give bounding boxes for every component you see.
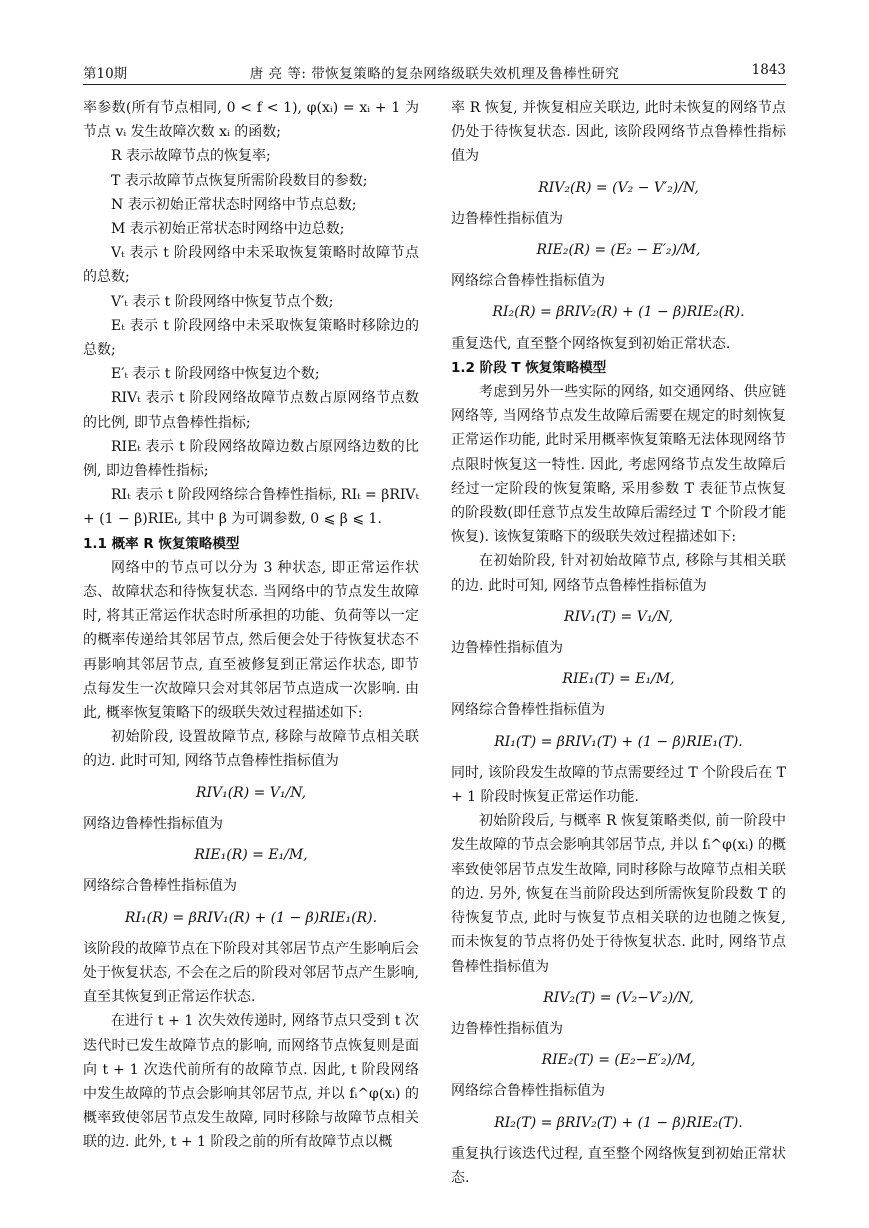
paragraph: 网络综合鲁棒性指标值为 [451, 702, 605, 719]
paragraph: 网络边鲁棒性指标值为 [83, 815, 223, 832]
paragraph: RIVₜ 表示 t 阶段网络故障节点数占原网络节点数的比例, 即节点鲁棒性指标; [83, 390, 419, 431]
paragraph: T 表示故障节点恢复所需阶段数目的参数; [111, 172, 368, 189]
paragraph: R 表示故障节点的恢复率; [111, 148, 271, 165]
equation: RIE₁(T) = E₁/M, [562, 671, 675, 688]
paragraph: Eₜ 表示 t 阶段网络中未采取恢复策略时移除边的总数; [83, 317, 419, 359]
equation: RIV₂(R) = (V₂ − V′₂)/N, [538, 179, 699, 196]
left-column [83, 96, 419, 1155]
section-heading: 1.1 概率 R 恢复策略模型 [83, 535, 240, 552]
running-header [83, 52, 786, 85]
paragraph: 率 R 恢复, 并恢复相应关联边, 此时未恢复的网络节点仍处于待恢复状态. 因此, 该阶段网络节点鲁棒性指标值为 [451, 100, 786, 165]
paragraph: 网络综合鲁棒性指标值为 [83, 878, 237, 895]
equation: RIE₂(T) = (E₂−E′₂)/M, [541, 1052, 696, 1069]
issue-number: 第10期 [83, 66, 128, 82]
paragraph: 该阶段的故障节点在下阶段对其邻居节点产生影响后会处于恢复状态, 不会在之后的阶段对邻居节点产生影响, 直至其恢复到正常运作状态. [83, 940, 419, 1006]
paragraph: 率参数(所有节点相同, 0 < f < 1), φ(xᵢ) = xᵢ + 1 为节点 vᵢ 发生故障次数 xᵢ 的函数; [83, 100, 419, 141]
paragraph: 边鲁棒性指标值为 [451, 1020, 563, 1037]
running-title: 唐 亮 等: 带恢复策略的复杂网络级联失效机理及鲁棒性研究 [249, 66, 620, 82]
paragraph: V′ₜ 表示 t 阶段网络中恢复节点个数; [111, 293, 334, 310]
paragraph: RIₜ 表示 t 阶段网络综合鲁棒性指标, RIₜ = βRIVₜ + (1 − β)RIEₜ, 其中 β 为可调参数, 0 ⩽ β ⩽ 1. [83, 487, 419, 528]
paragraph: Vₜ 表示 t 阶段网络中未采取恢复策略时故障节点的总数; [83, 245, 419, 286]
paragraph: 初始阶段后, 与概率 R 恢复策略类似, 前一阶段中发生故障的节点会影响其邻居节点, 并以 fᵢ^φ(xᵢ) 的概率致使邻居节点发生故障, 同时移除与故障节点相关联的边. 另外, 恢复在当前阶段达到所需恢复阶段数 T 的待恢复节点, 此时与恢复节点相关联的边也随之恢复, 而未恢复的节点将仍处于待恢复状态. 此时, 网络节点鲁棒性指标值为 [451, 813, 786, 975]
page-number: 1843 [751, 62, 786, 78]
section-heading: 1.2 阶段 T 恢复策略模型 [451, 359, 607, 376]
equation: RIE₁(R) = E₁/M, [194, 847, 308, 864]
paragraph: 在初始阶段, 针对初始故障节点, 移除与其相关联的边. 此时可知, 网络节点鲁棒性指标值为 [451, 553, 786, 594]
equation: RI₁(R) = βRIV₁(R) + (1 − β)RIE₁(R). [124, 909, 378, 926]
equation: RI₂(T) = βRIV₂(T) + (1 − β)RIE₂(T). [494, 1114, 743, 1131]
equation: RIV₂(T) = (V₂−V′₂)/N, [543, 989, 694, 1006]
paragraph: E′ₜ 表示 t 阶段网络中恢复边个数; [111, 366, 320, 383]
paragraph: 网络中的节点可以分为 3 种状态, 即正常运作状态、故障状态和待恢复状态. 当网络中的节点发生故障时, 将其正常运作状态时所承担的功能、负荷等以一定的概率传递给其邻居节点, 然后便会处于待恢复状态不再影响其邻居节点, 直至被修复到正常运作状态, 即节点每发生一次故障只会对其邻居节点造成一次影响. 由此, 概率恢复策略下的级联失效过程描述如下: [83, 559, 419, 722]
paragraph: M 表示初始正常状态时网络中边总数; [111, 221, 345, 238]
paragraph: 初始阶段, 设置故障节点, 移除与故障节点相关联的边. 此时可知, 网络节点鲁棒性指标值为 [83, 729, 419, 770]
equation: RIE₂(R) = (E₂ − E′₂)/M, [536, 242, 701, 259]
right-column [451, 96, 786, 1190]
paragraph: 考虑到另外一些实际的网络, 如交通网络、供应链网络等, 当网络节点发生故障后需要在规定的时刻恢复正常运作功能, 此时采用概率恢复策略无法体现网络节点限时恢复这一特性. 因此, 考虑网络节点发生故障后经过一定阶段的恢复策略, 采用参数 T 表征节点恢复的阶段数(即任意节点发生故障后需经过 T 个阶段才能恢复). 该恢复策略下的级联失效过程描述如下: [451, 384, 786, 546]
paragraph: 重复执行该迭代过程, 直至整个网络恢复到初始正常状态. [451, 1145, 786, 1186]
paragraph: RIEₜ 表示 t 阶段网络故障边数占原网络边数的比例, 即边鲁棒性指标; [83, 438, 419, 480]
paragraph: 在进行 t + 1 次失效传递时, 网络节点只受到 t 次迭代时已发生故障节点的影响, 而网络节点恢复则是面向 t + 1 次迭代前所有的故障节点. 因此, t 阶段网络中发生故障的节点会影响其邻居节点, 并以 fᵢ^φ(xᵢ) 的概率致使邻居节点发生故障, 同时移除与故障节点相关联的边. 此外, t + 1 阶段之前的所有故障节点以概 [83, 1013, 419, 1151]
paragraph: N 表示初始正常状态时网络中节点总数; [111, 196, 357, 213]
paragraph: 边鲁棒性指标值为 [451, 210, 563, 227]
equation: RI₂(R) = βRIV₂(R) + (1 − β)RIE₂(R). [492, 304, 745, 321]
paragraph: 同时, 该阶段发生故障的节点需要经过 T 个阶段后在 T + 1 阶段时恢复正常运作功能. [451, 764, 786, 806]
equation: RIV₁(R) = V₁/N, [195, 784, 307, 801]
equation: RI₁(T) = βRIV₁(T) + (1 − β)RIE₁(T). [494, 733, 743, 750]
paragraph: 边鲁棒性指标值为 [451, 640, 563, 657]
paragraph: 重复迭代, 直至整个网络恢复到初始正常状态. [451, 335, 731, 352]
paragraph: 网络综合鲁棒性指标值为 [451, 273, 605, 290]
paragraph: 网络综合鲁棒性指标值为 [451, 1083, 605, 1100]
equation: RIV₁(T) = V₁/N, [564, 608, 673, 625]
